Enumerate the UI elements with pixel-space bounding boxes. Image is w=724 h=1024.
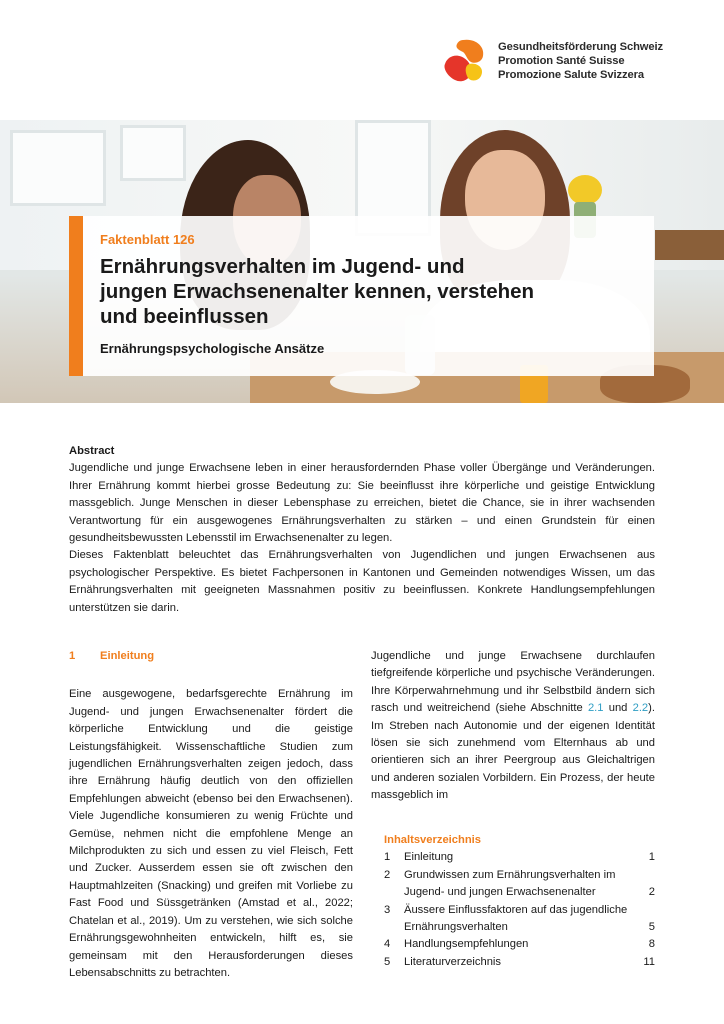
title-line: Ernährungsverhalten im Jugend- und <box>100 255 465 278</box>
toc-page: 8 <box>648 938 655 951</box>
toc-entry[interactable] <box>371 867 657 902</box>
section-introduction <box>69 648 353 982</box>
toc-number: 5 <box>384 955 391 968</box>
title-line: und beeinflussen <box>100 305 269 328</box>
logo-line-de: Gesundheitsförderung Schweiz <box>498 41 664 53</box>
toc-entry[interactable] <box>371 936 657 953</box>
body-column-right <box>371 648 655 805</box>
abstract-section <box>69 443 655 617</box>
logo-mark-icon <box>441 38 491 84</box>
toc-label: Einleitung <box>404 851 454 864</box>
toc-entry[interactable] <box>371 849 657 866</box>
abstract-paragraph: Dieses Faktenblatt beleuchtet das Ernährungsverhalten von Jugendlichen und jungen Erwachsenen aus psychologischer Perspektive. Es bietet Fachpersonen in Kantonen und Gemeinden notwendiges Wissen, um das Ernährungsverhalten mit geeigneten Massnahmen positiv zu beeinflussen. Konkrete Handlungsempfehlungen unterstützen sie darin. <box>69 549 655 614</box>
toc-page: 2 <box>648 886 655 899</box>
body-paragraph <box>371 648 655 805</box>
toc-label: Handlungsempfehlungen <box>404 938 529 951</box>
body-text: ). Im Streben nach Autonomie und der eigenen Identität lösen sie sich zunehmend vom Elternhaus ab und orientieren sich an ihrer Peergroup aus Gleichaltrigen und anderen sozialen Vorbildern. Ein Prozess, der heute massgeblich im <box>371 702 655 802</box>
toc-number: 2 <box>384 868 391 881</box>
page-subtitle: Ernährungspsychologische Ansätze <box>100 341 325 356</box>
toc-label: Literaturverzeichnis <box>404 955 502 968</box>
toc-number: 3 <box>384 903 391 916</box>
section-heading <box>69 648 353 665</box>
toc-heading: Inhaltsverzeichnis <box>384 834 481 846</box>
title-line: jungen Erwachsenenalter kennen, verstehen <box>100 280 535 303</box>
logo-line-fr: Promotion Santé Suisse <box>498 55 625 67</box>
title-panel <box>69 216 654 376</box>
toc-page: 5 <box>648 921 655 934</box>
abstract-paragraph: Jugendliche und junge Erwachsene leben in einer herausfordernden Phase voller Übergänge und Veränderungen. Ihrer Ernährung kommt hierbei grosse Bedeutung zu: Sie beeinflusst ihre körperliche und geistige Entwicklung massgeblich. Junge Menschen in dieser Lebensphase zu erreichen, bietet die Chance, sie in ihrer wachsenden Verantwortung für ein ausgewogenes Ernährungsverhalten zu stärken – und einen Grundstein für einen gesundheitsbewussten Lebensstil im Erwachsenenalter zu legen. <box>69 462 655 545</box>
toc-entry[interactable] <box>371 954 657 971</box>
section-title: Einleitung <box>100 650 155 662</box>
toc-entry[interactable] <box>371 902 657 937</box>
logo-line-it: Promozione Salute Svizzera <box>498 69 644 81</box>
toc-label: Äussere Einflussfaktoren auf das jugendliche Ernährungsverhalten <box>404 903 628 934</box>
organization-logo <box>441 38 664 88</box>
toc-page: 1 <box>648 851 655 864</box>
abstract-heading: Abstract <box>69 445 115 457</box>
body-text: Jugendliche und junge Erwachsene durchlaufen tiefgreifende körperliche und psychische Veränderungen. Ihre Körperwahrnehmung und ihr Selbstbild ändern sich rasch und weitreichend (siehe Abschnitte <box>371 650 655 715</box>
section-number: 1 <box>69 650 76 662</box>
accent-bar <box>69 216 83 376</box>
toc-label: Grundwissen zum Ernährungsverhalten im Jugend- und jungen Erwachsenenalter <box>404 868 616 899</box>
section-link-2-2[interactable]: 2.2 <box>632 702 649 715</box>
table-of-contents <box>371 832 657 971</box>
section-link-2-1[interactable]: 2.1 <box>587 702 604 715</box>
body-paragraph: Eine ausgewogene, bedarfsgerechte Ernährung im Jugend- und jungen Erwachsenenalter fördert die körperliche Entwicklung und die geistige Leistungsfähigkeit. Wissenschaftliche Studien zum jugendlichen Ernährungsverhalten zeigen jedoch, dass ihre Ernährung häufig deutlich von den offiziellen Empfehlungen abweicht (ebenso bei den Erwachsenen). Viele Jugendliche konsumieren zu wenig Früchte und Gemüse, nehmen nicht die empfohlene Menge an Milchprodukten zu sich und essen zu viel Fleisch, Fett und Zucker. Ausserdem essen sie oft zwischen den Hauptmahlzeiten (Snacking) und greifen mit Vorliebe zu Fast Food und Süssgetränken (Amstad et al., 2022; Chatelan et al., 2019). Um zu verstehen, wie sich solche Ernährungsgewohnheiten entwickeln, hilft es, sie gemeinsam mit den Herausforderungen dieses Lebensabschnitts zu betrachten. <box>69 688 353 979</box>
toc-number: 1 <box>384 851 391 864</box>
logo-wordmark <box>498 40 663 82</box>
page-title <box>100 254 640 329</box>
toc-page: 11 <box>643 955 655 968</box>
factsheet-number: Faktenblatt 126 <box>100 232 195 247</box>
body-text: und <box>603 702 633 715</box>
toc-number: 4 <box>384 938 391 951</box>
